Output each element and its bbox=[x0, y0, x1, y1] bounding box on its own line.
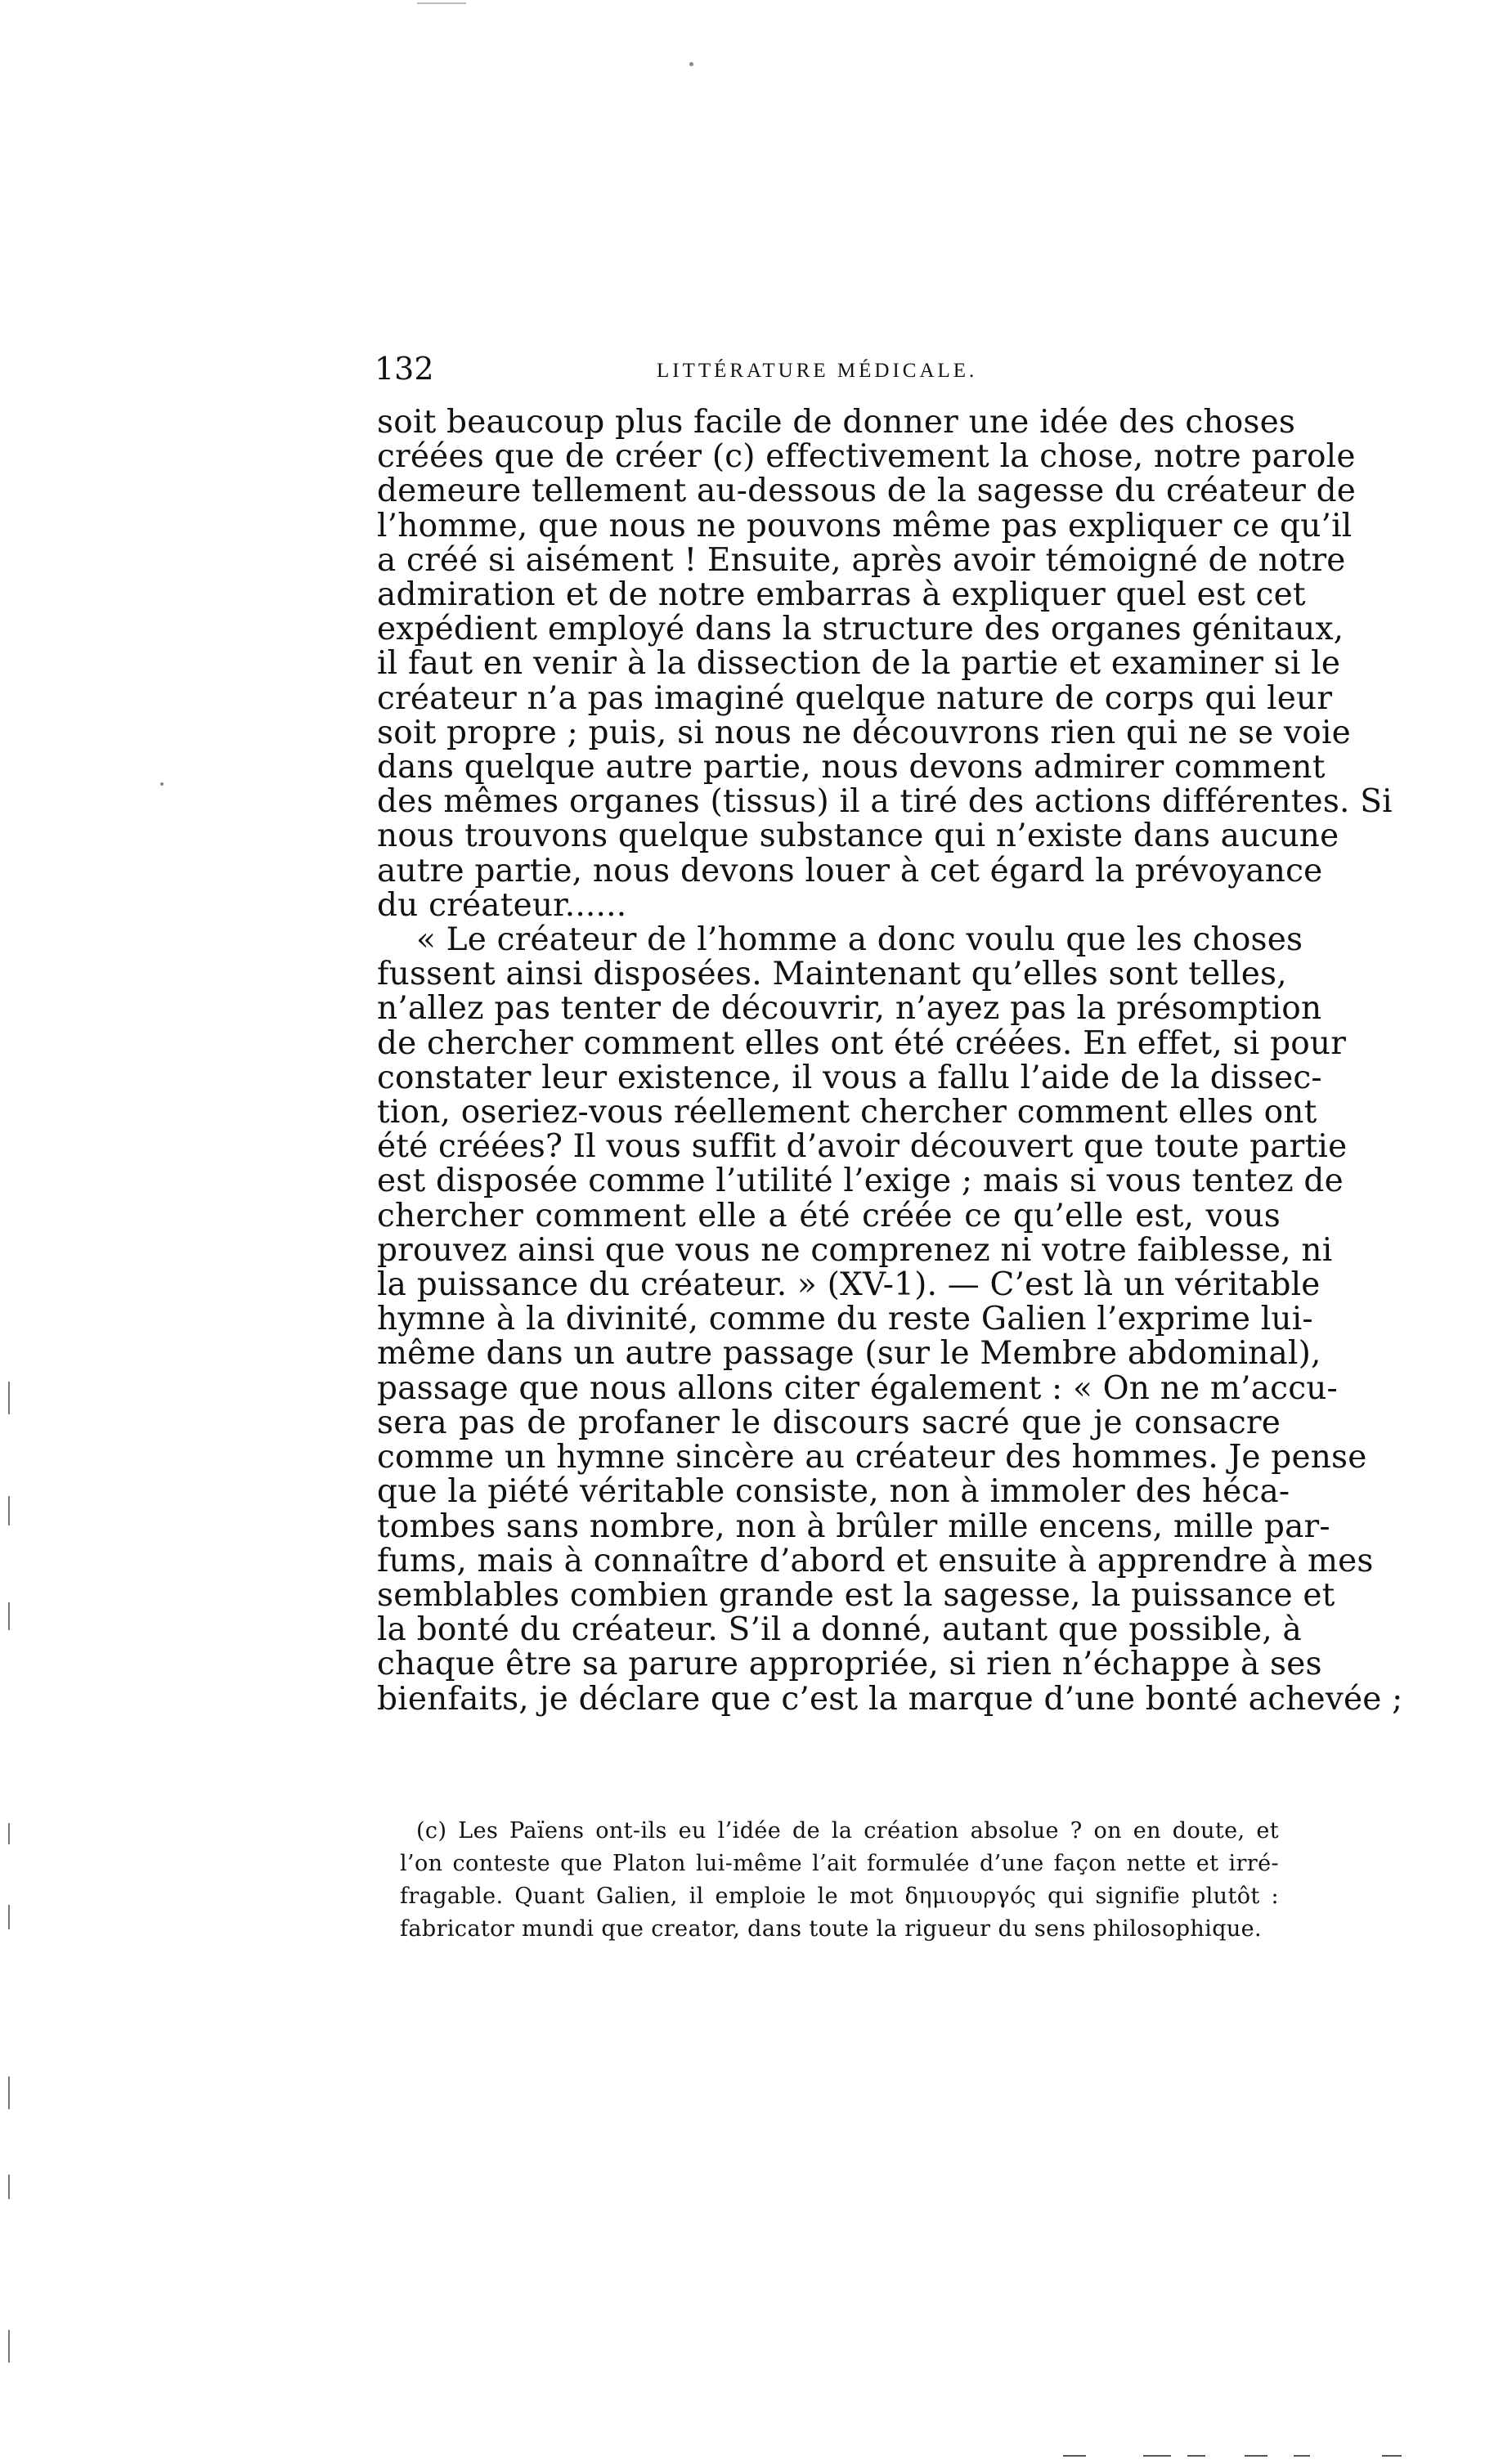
page-number: 132 bbox=[375, 351, 434, 387]
text-line: créateur n’a pas imaginé quelque nature de corps qui leur bbox=[377, 679, 1333, 717]
page-header bbox=[375, 353, 1274, 402]
scan-edge-mark bbox=[1187, 2455, 1205, 2457]
text-line: sera pas de profaner le discours sacré que je consacre bbox=[377, 1404, 1281, 1441]
text-line: admiration et de notre embarras à expliquer quel est cet bbox=[377, 576, 1306, 614]
text-line: « Le créateur de l’homme a donc voulu que les choses bbox=[416, 921, 1303, 959]
scan-edge-mark bbox=[1063, 2455, 1086, 2457]
footnote-line: fragable. Quant Galien, il emploie le mot δημιουργός qui signifie plutôt : bbox=[400, 1884, 1279, 1909]
body-text bbox=[377, 404, 1403, 1718]
text-line: soit propre ; puis, si nous ne découvrons rien qui ne se voie bbox=[377, 714, 1351, 751]
text-line: été créées? Il vous suffit d’avoir découvert que toute partie bbox=[377, 1128, 1348, 1166]
text-line: créées que de créer (c) effectivement la chose, notre parole bbox=[377, 438, 1356, 476]
scan-edge-mark bbox=[8, 1496, 10, 1525]
text-line: tombes sans nombre, non à brûler mille encens, mille par- bbox=[377, 1508, 1330, 1545]
text-line: bienfaits, je déclare que c’est la marque d’une bonté achevée ; bbox=[377, 1680, 1403, 1718]
text-line: de chercher comment elles ont été créées. En effet, si pour bbox=[377, 1024, 1347, 1062]
text-line: que la piété véritable consiste, non à immoler des héca- bbox=[377, 1473, 1290, 1511]
text-line: des mêmes organes (tissus) il a tiré des actions différentes. Si bbox=[377, 783, 1393, 821]
scan-edge-mark bbox=[8, 2175, 10, 2199]
text-line: semblables combien grande est la sagesse, la puissance et bbox=[377, 1576, 1335, 1614]
text-line: tion, oseriez-vous réellement chercher comment elles ont bbox=[377, 1094, 1317, 1131]
text-line: expédient employé dans la structure des organes génitaux, bbox=[377, 611, 1344, 648]
footnote-line: l’on conteste que Platon lui-même l’ait formulée d’une façon nette et irré- bbox=[400, 1851, 1279, 1876]
scan-edge-mark bbox=[1143, 2455, 1171, 2457]
text-line: prouvez ainsi que vous ne comprenez ni votre faiblesse, ni bbox=[377, 1231, 1333, 1269]
text-line: fussent ainsi disposées. Maintenant qu’elles sont telles, bbox=[377, 956, 1287, 993]
scan-speck bbox=[160, 782, 164, 786]
text-line: fums, mais à connaître d’abord et ensuite à apprendre à mes bbox=[377, 1542, 1374, 1579]
text-line: constater leur existence, il vous a fallu l’aide de la dissec- bbox=[377, 1059, 1322, 1096]
text-line: chaque être sa parure appropriée, si rien n’échappe à ses bbox=[377, 1646, 1322, 1683]
text-line: dans quelque autre partie, nous devons admirer comment bbox=[377, 749, 1326, 786]
text-line: hymne à la divinité, comme du reste Galien l’exprime lui- bbox=[377, 1301, 1313, 1338]
footnote-line: (c) Les Païens ont-ils eu l’idée de la création absolue ? on en doute, et bbox=[416, 1818, 1279, 1844]
text-line: l’homme, que nous ne pouvons même pas expliquer ce qu’il bbox=[377, 507, 1353, 544]
scan-edge-mark bbox=[8, 2076, 10, 2109]
scan-speck bbox=[417, 2, 466, 4]
text-line: la bonté du créateur. S’il a donné, autant que possible, à bbox=[377, 1611, 1302, 1649]
scan-edge-mark bbox=[1294, 2455, 1310, 2457]
text-line: demeure tellement au-dessous de la sagesse du créateur de bbox=[377, 473, 1357, 510]
text-line: du créateur...... bbox=[377, 886, 627, 924]
footnote-line: fabricator mundi que creator, dans toute la rigueur du sens philosophique. bbox=[400, 1916, 1263, 1942]
scan-edge-mark bbox=[1245, 2455, 1267, 2457]
text-line: autre partie, nous devons louer à cet égard la prévoyance bbox=[377, 852, 1323, 889]
text-line: la puissance du créateur. » (XV-1). — C’est là un véritable bbox=[377, 1266, 1321, 1304]
running-title: LITTÉRATURE MÉDICALE. bbox=[657, 360, 978, 382]
text-line: passage que nous allons citer également : « On ne m’accu- bbox=[377, 1369, 1338, 1407]
text-line: n’allez pas tenter de découvrir, n’ayez pas la présomption bbox=[377, 990, 1322, 1028]
scan-edge-mark bbox=[8, 1823, 10, 1844]
scan-edge-mark bbox=[1382, 2455, 1402, 2457]
scan-edge-mark bbox=[8, 1382, 10, 1414]
text-line: a créé si aisément ! Ensuite, après avoir témoigné de notre bbox=[377, 541, 1346, 579]
text-line: est disposée comme l’utilité l’exige ; mais si vous tentez de bbox=[377, 1163, 1344, 1200]
text-line: nous trouvons quelque substance qui n’existe dans aucune bbox=[377, 818, 1339, 855]
scan-speck bbox=[689, 62, 693, 66]
text-line: il faut en venir à la dissection de la partie et examiner si le bbox=[377, 645, 1341, 683]
text-line: même dans un autre passage (sur le Membre abdominal), bbox=[377, 1335, 1321, 1373]
footnote bbox=[400, 1815, 1279, 1946]
scan-edge-mark bbox=[8, 2330, 10, 2363]
text-line: chercher comment elle a été créée ce qu’elle est, vous bbox=[377, 1197, 1281, 1234]
scan-edge-mark bbox=[8, 1905, 10, 1929]
scan-edge-mark bbox=[8, 1602, 10, 1630]
text-line: comme un hymne sincère au créateur des hommes. Je pense bbox=[377, 1439, 1367, 1476]
text-line: soit beaucoup plus facile de donner une idée des choses bbox=[377, 404, 1296, 441]
